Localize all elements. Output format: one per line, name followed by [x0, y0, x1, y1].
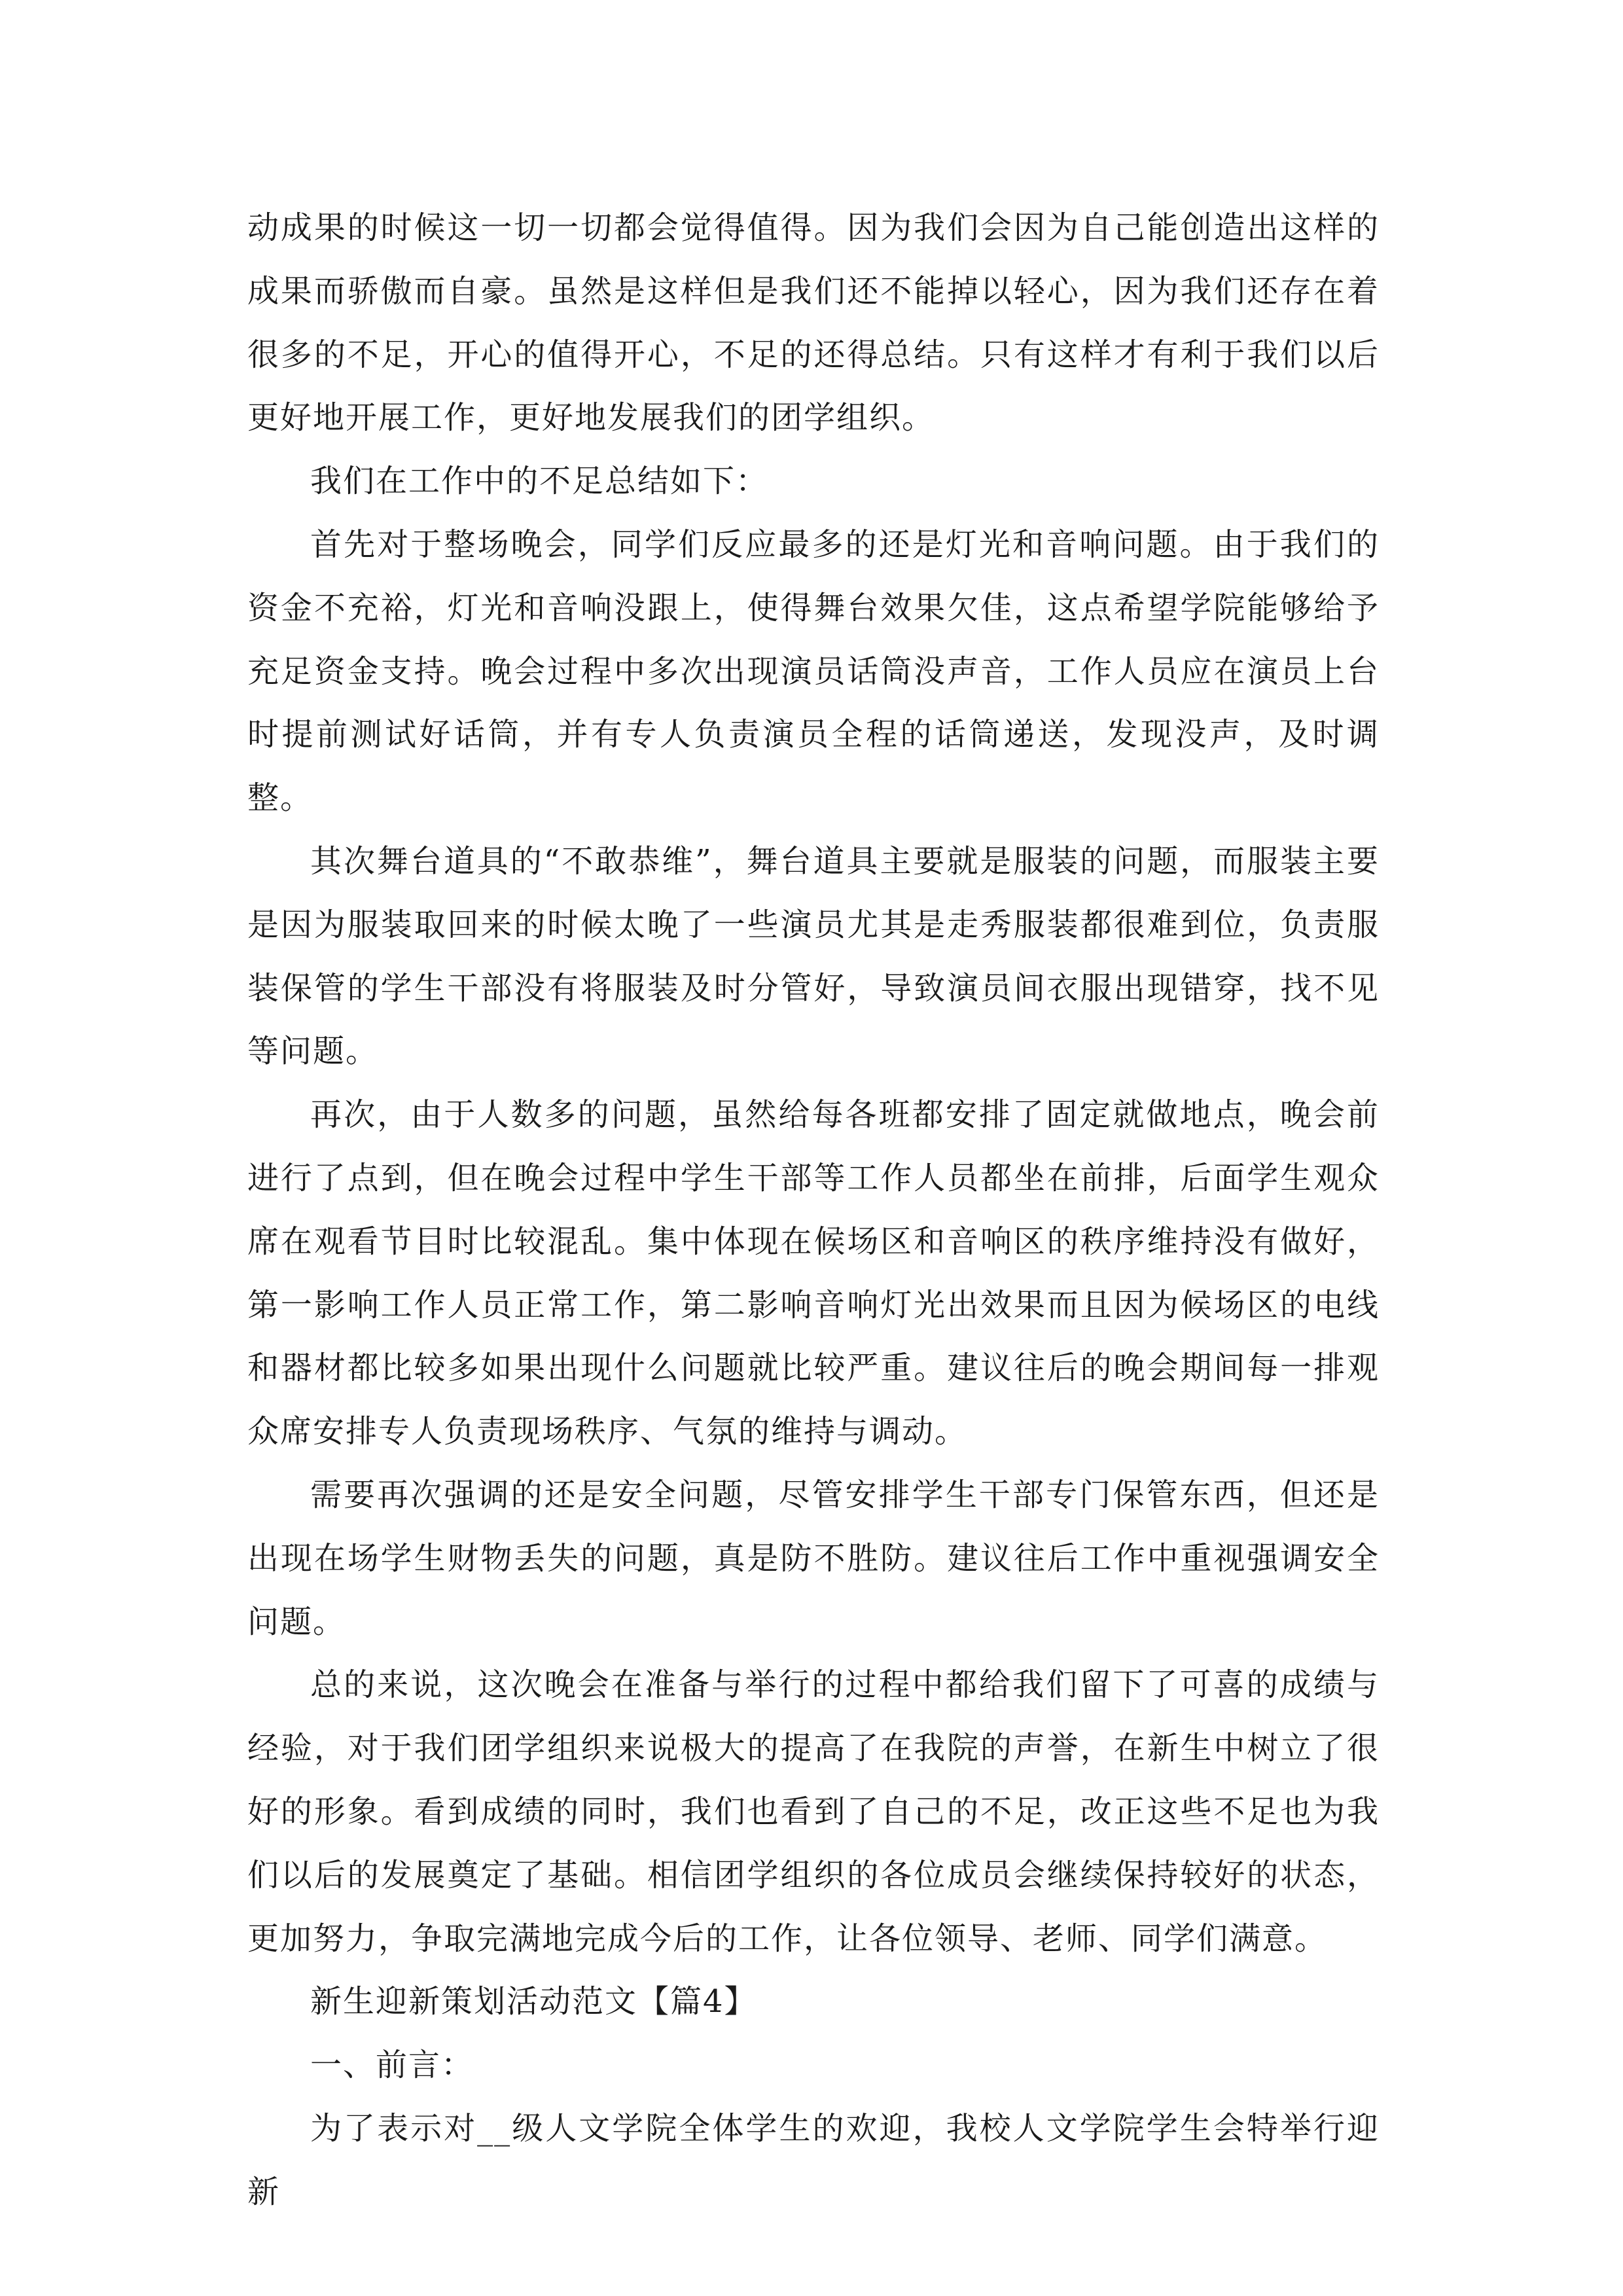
paragraph-shortcomings-intro: 我们在工作中的不足总结如下：	[310, 463, 769, 500]
document-body	[247, 196, 1380, 2224]
paragraph-lighting-sound: 首先对于整场晚会，同学们反应最多的还是灯光和音响问题。由于我们的资金不充裕，灯光和音响没跟上，使得舞台效果欠佳，这点希望学院能够给予充足资金支持。晚会过程中多次出现演员话筒没声音，工作人员应在演员上台时提前测试好话筒，并有专人负责演员全程的话筒递送，发现没声，及时调整。	[247, 526, 1380, 817]
subheading-preface: 一、前言：	[310, 2047, 474, 2084]
paragraph-continued-text: 动成果的时候这一切一切都会觉得值得。因为我们会因为自己能创造出这样的成果而骄傲而自豪。虽然是这样但是我们还不能掉以轻心，因为我们还存在着很多的不足，开心的值得开心，不足的还得总结。只有这样才有利于我们以后更好地开展工作，更好地发展我们的团学组织。	[247, 209, 1380, 437]
paragraph-welcome: 为了表示对__级人文学院全体学生的欢迎，我校人文学院学生会特举行迎新	[247, 2109, 1380, 2210]
paragraph-crowd-order: 再次，由于人数多的问题，虽然给每各班都安排了固定就做地点，晚会前进行了点到，但在晚会过程中学生干部等工作人员都坐在前排，后面学生观众席在观看节目时比较混乱。集中体现在候场区和音响区的秩序维持没有做好，第一影响工作人员正常工作，第二影响音响灯光出效果而且因为候场区的电线和器材都比较多如果出现什么问题就比较严重。建议往后的晚会期间每一排观众席安排专人负责现场秩序、气氛的维持与调动。	[247, 1096, 1380, 1450]
paragraph-summary: 总的来说，这次晚会在准备与举行的过程中都给我们留下了可喜的成绩与经验，对于我们团学组织来说极大的提高了在我院的声誉，在新生中树立了很好的形象。看到成绩的同时，我们也看到了自己的不足，改正这些不足也为我们以后的发展奠定了基础。相信团学组织的各位成员会继续保持较好的状态，更加努力，争取完满地完成今后的工作，让各位领导、老师、同学们满意。	[247, 1666, 1380, 1957]
section-heading-part-4: 新生迎新策划活动范文【篇4】	[310, 1983, 757, 2020]
paragraph-safety: 需要再次强调的还是安全问题，尽管安排学生干部专门保管东西，但还是出现在场学生财物丢失的问题，真是防不胜防。建议往后工作中重视强调安全问题。	[247, 1476, 1380, 1640]
paragraph-stage-props: 其次舞台道具的“不敢恭维”，舞台道具主要就是服装的问题，而服装主要是因为服装取回来的时候太晚了一些演员尤其是走秀服装都很难到位，负责服装保管的学生干部没有将服装及时分管好，导致演员间衣服出现错穿，找不见等问题。	[247, 842, 1380, 1070]
